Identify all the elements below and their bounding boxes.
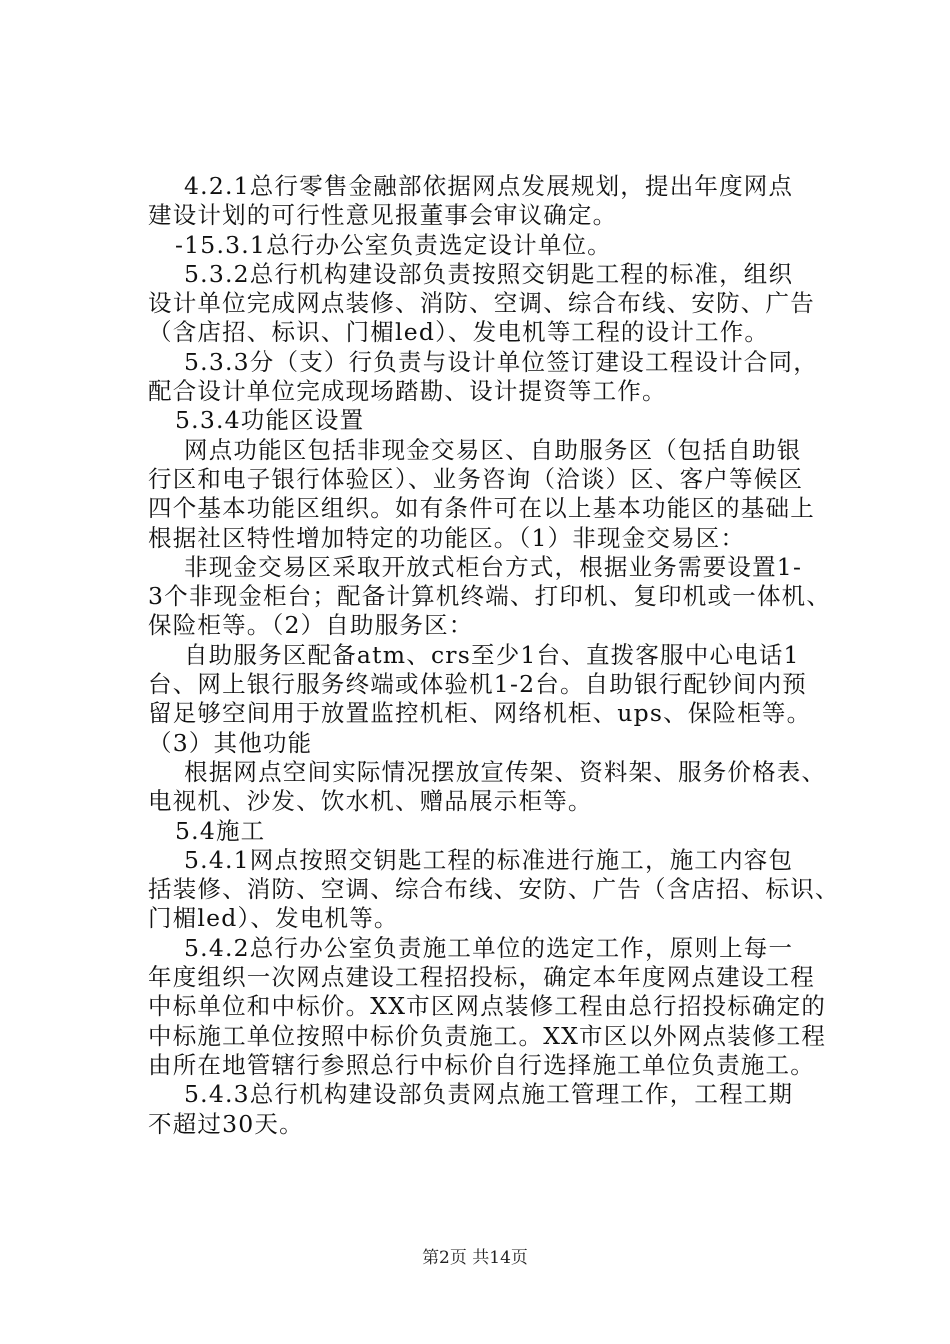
paragraph-line: 配合设计单位完成现场踏勘、设计提资等工作。: [148, 377, 667, 406]
paragraph-line: 设计单位完成网点装修、消防、空调、综合布线、安防、广告: [148, 289, 815, 318]
document-body: [148, 172, 838, 1139]
paragraph-line: 5.4.1网点按照交钥匙工程的标准进行施工，施工内容包: [184, 845, 794, 874]
paragraph-line: 行区和电子银行体验区）、业务咨询（洽谈）区、客户等候区: [148, 464, 804, 493]
paragraph-line: 括装修、消防、空调、综合布线、安防、广告（含店招、标识、: [148, 875, 840, 904]
paragraph-line: -15.3.1总行办公室负责选定设计单位。: [175, 230, 612, 259]
paragraph-line: 留足够空间用于放置监控机柜、网络机柜、ups、保险柜等。: [148, 699, 812, 728]
paragraph-line: 保险柜等。（2）自助服务区：: [148, 611, 474, 640]
paragraph-line: （含店招、标识、门楣led）、发电机等工程的设计工作。: [148, 318, 770, 347]
paragraph-line: 中标施工单位按照中标价负责施工。XX市区以外网点装修工程: [148, 1021, 827, 1050]
section-heading: 5.4施工: [175, 816, 266, 845]
paragraph-line: 年度组织一次网点建设工程招投标，确定本年度网点建设工程: [148, 963, 815, 992]
paragraph-line: 门楣led）、发电机等。: [148, 904, 399, 933]
paragraph-line: （3）其他功能: [148, 728, 313, 757]
paragraph-line: 不超过30天。: [148, 1109, 304, 1138]
paragraph-line: 电视机、沙发、饮水机、赠品展示柜等。: [148, 787, 593, 816]
page-number-footer: 第2页 共14页: [422, 1248, 528, 1268]
paragraph-line: 自助服务区配备atm、crs至少1台、直拨客服中心电话1: [184, 640, 800, 669]
paragraph-line: 5.4.3总行机构建设部负责网点施工管理工作，工程工期: [184, 1080, 794, 1109]
paragraph-line: 根据网点空间实际情况摆放宣传架、资料架、服务价格表、: [184, 757, 827, 786]
paragraph-line: 5.3.2总行机构建设部负责按照交钥匙工程的标准，组织: [184, 259, 794, 288]
paragraph-line: 5.3.3分（支）行负责与设计单位签订建设工程设计合同，: [184, 347, 818, 376]
section-heading: 5.3.4功能区设置: [175, 406, 365, 435]
paragraph-line: 台、网上银行服务终端或体验机1-2台。自助银行配钞间内预: [148, 670, 807, 699]
paragraph-line: 3个非现金柜台；配备计算机终端、打印机、复印机或一体机、: [148, 582, 832, 611]
paragraph-line: 由所在地管辖行参照总行中标价自行选择施工单位负责施工。: [148, 1050, 815, 1079]
paragraph-line: 非现金交易区采取开放式柜台方式，根据业务需要设置1-: [184, 552, 803, 581]
paragraph-line: 4.2.1总行零售金融部依据网点发展规划，提出年度网点: [184, 172, 794, 200]
paragraph-line: 根据社区特性增加特定的功能区。（1）非现金交易区：: [148, 523, 746, 552]
paragraph-line: 中标单位和中标价。XX市区网点装修工程由总行招投标确定的: [148, 992, 827, 1021]
paragraph-line: 网点功能区包括非现金交易区、自助服务区（包括自助银: [184, 435, 802, 464]
paragraph-line: 四个基本功能区组织。如有条件可在以上基本功能区的基础上: [148, 494, 815, 523]
paragraph-line: 建设计划的可行性意见报董事会审议确定。: [148, 201, 618, 230]
paragraph-line: 5.4.2总行办公室负责施工单位的选定工作，原则上每一: [184, 933, 794, 962]
